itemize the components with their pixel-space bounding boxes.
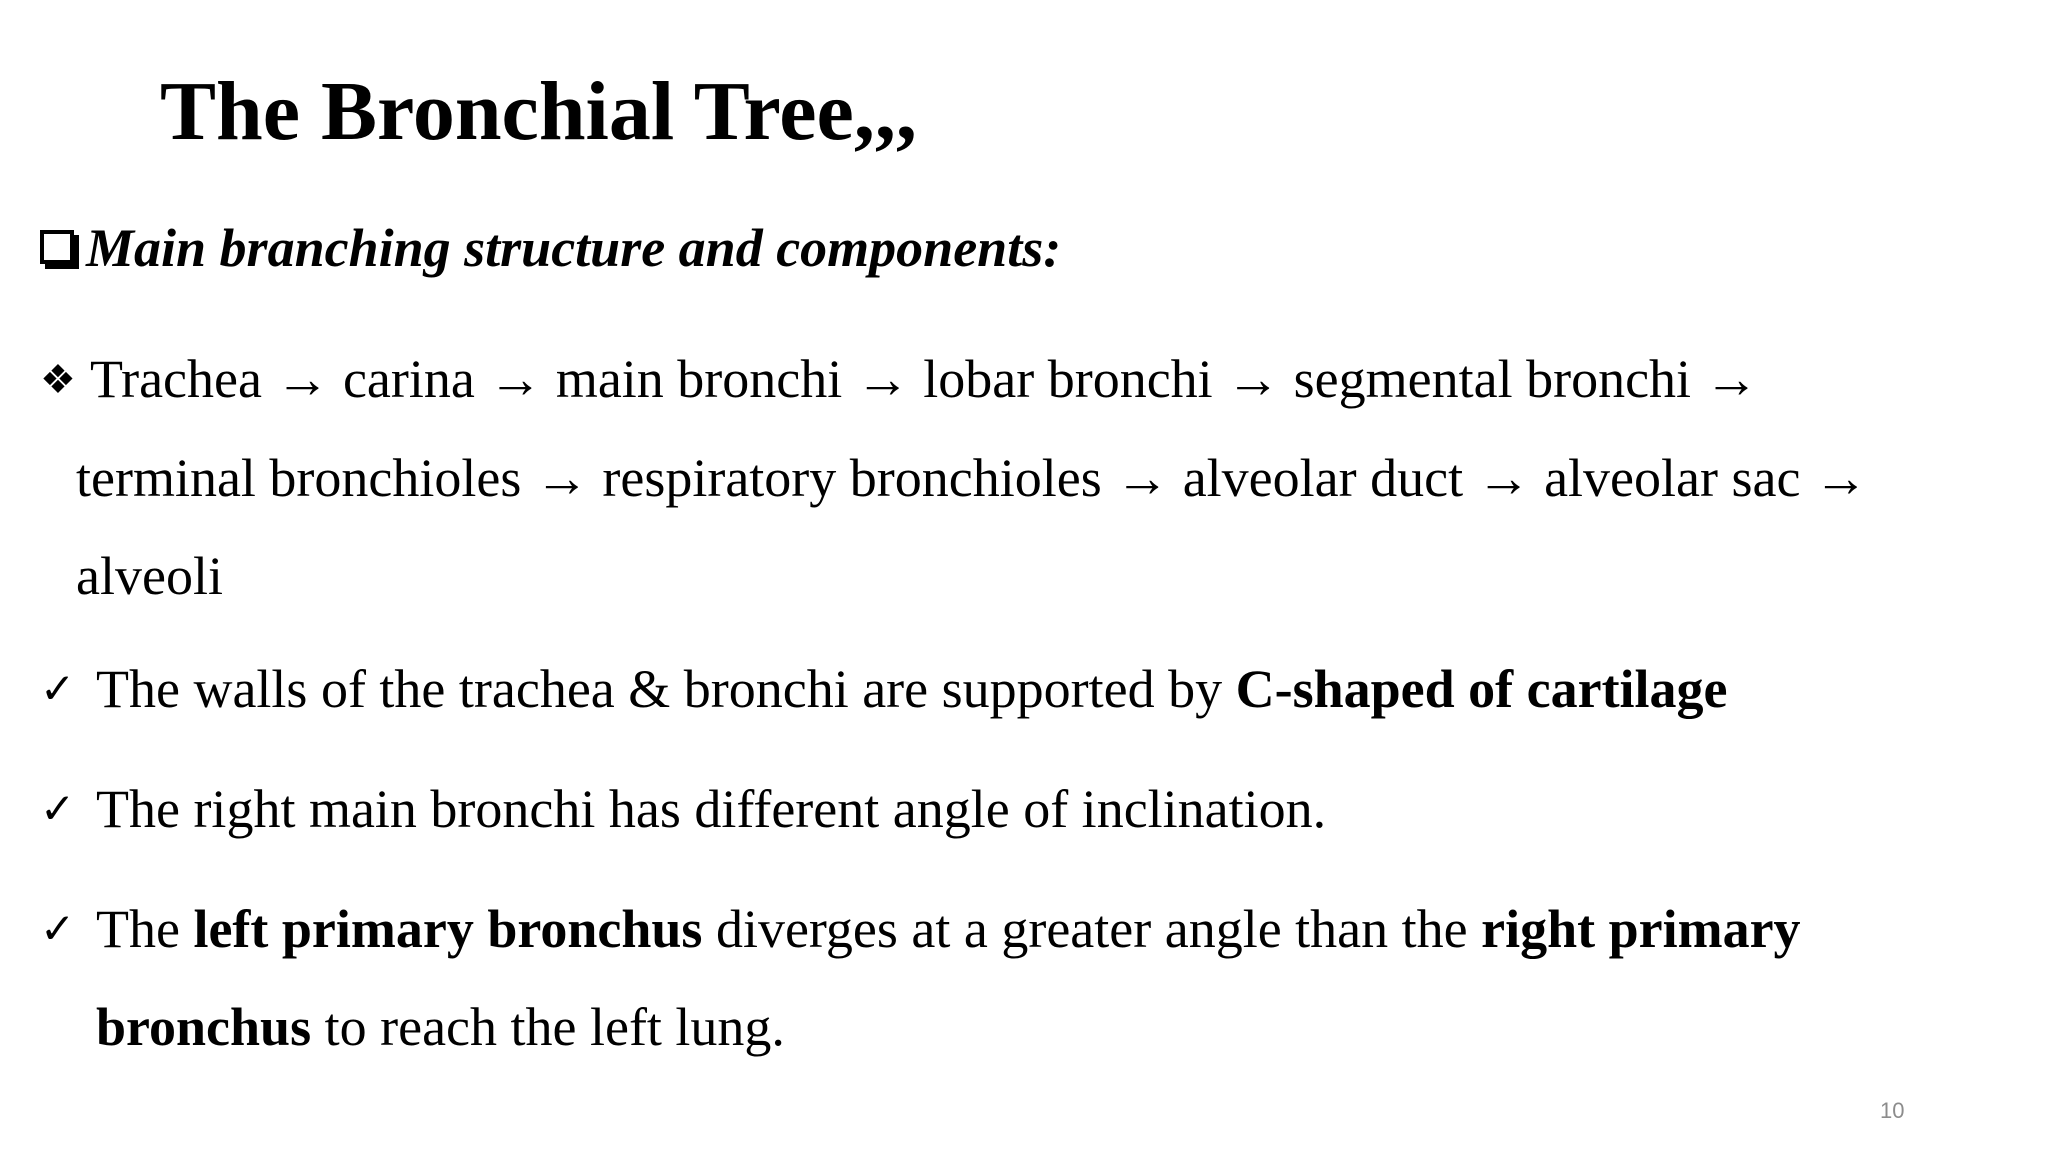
point-left-bronchus-text-3: to reach the left lung. <box>311 997 785 1057</box>
point-left-bronchus-text-1: The <box>96 899 194 959</box>
point-left-bronchus-bold-1: left primary bronchus <box>193 899 703 959</box>
page-number: 10 <box>1880 1098 1905 1123</box>
four-diamond-icon: ❖ <box>40 357 76 402</box>
point-left-bronchus-bold-2: right primary <box>1481 899 1801 959</box>
slide-title: The Bronchial Tree,,, <box>160 65 917 158</box>
chain-line-1-text: Trachea → carina → main bronchi → lobar bronchi → segmental bronchi → <box>90 349 1759 409</box>
point-left-bronchus <box>40 880 1801 1076</box>
point-right-bronchi-text: The right main bronchi has different angle of inclination. <box>96 779 1327 839</box>
point-cartilage-text: The walls of the trachea & bronchi are supported by <box>96 659 1236 719</box>
checkmark-icon: ✓ <box>40 784 76 833</box>
chain-line-2: terminal bronchioles → respiratory bronchioles → alveolar duct → alveolar sac → <box>76 448 1868 508</box>
section-heading <box>40 216 1061 281</box>
chain-line-1 <box>40 330 2030 429</box>
hollow-square-icon <box>40 230 74 264</box>
point-left-bronchus-text-2: diverges at a greater angle than the <box>702 899 1482 959</box>
chain-line-3: alveoli <box>76 546 223 606</box>
point-left-bronchus-bold-3: bronchus <box>96 997 312 1057</box>
point-cartilage <box>40 640 1728 738</box>
point-left-bronchus-continuation <box>40 978 1801 1076</box>
point-right-bronchi <box>40 760 1326 858</box>
point-cartilage-bold: C-shaped of cartilage <box>1235 659 1728 719</box>
checkmark-icon: ✓ <box>40 664 76 713</box>
checkmark-icon: ✓ <box>40 904 76 953</box>
branching-chain <box>40 330 2030 625</box>
section-heading-text: Main branching structure and components: <box>86 218 1062 278</box>
